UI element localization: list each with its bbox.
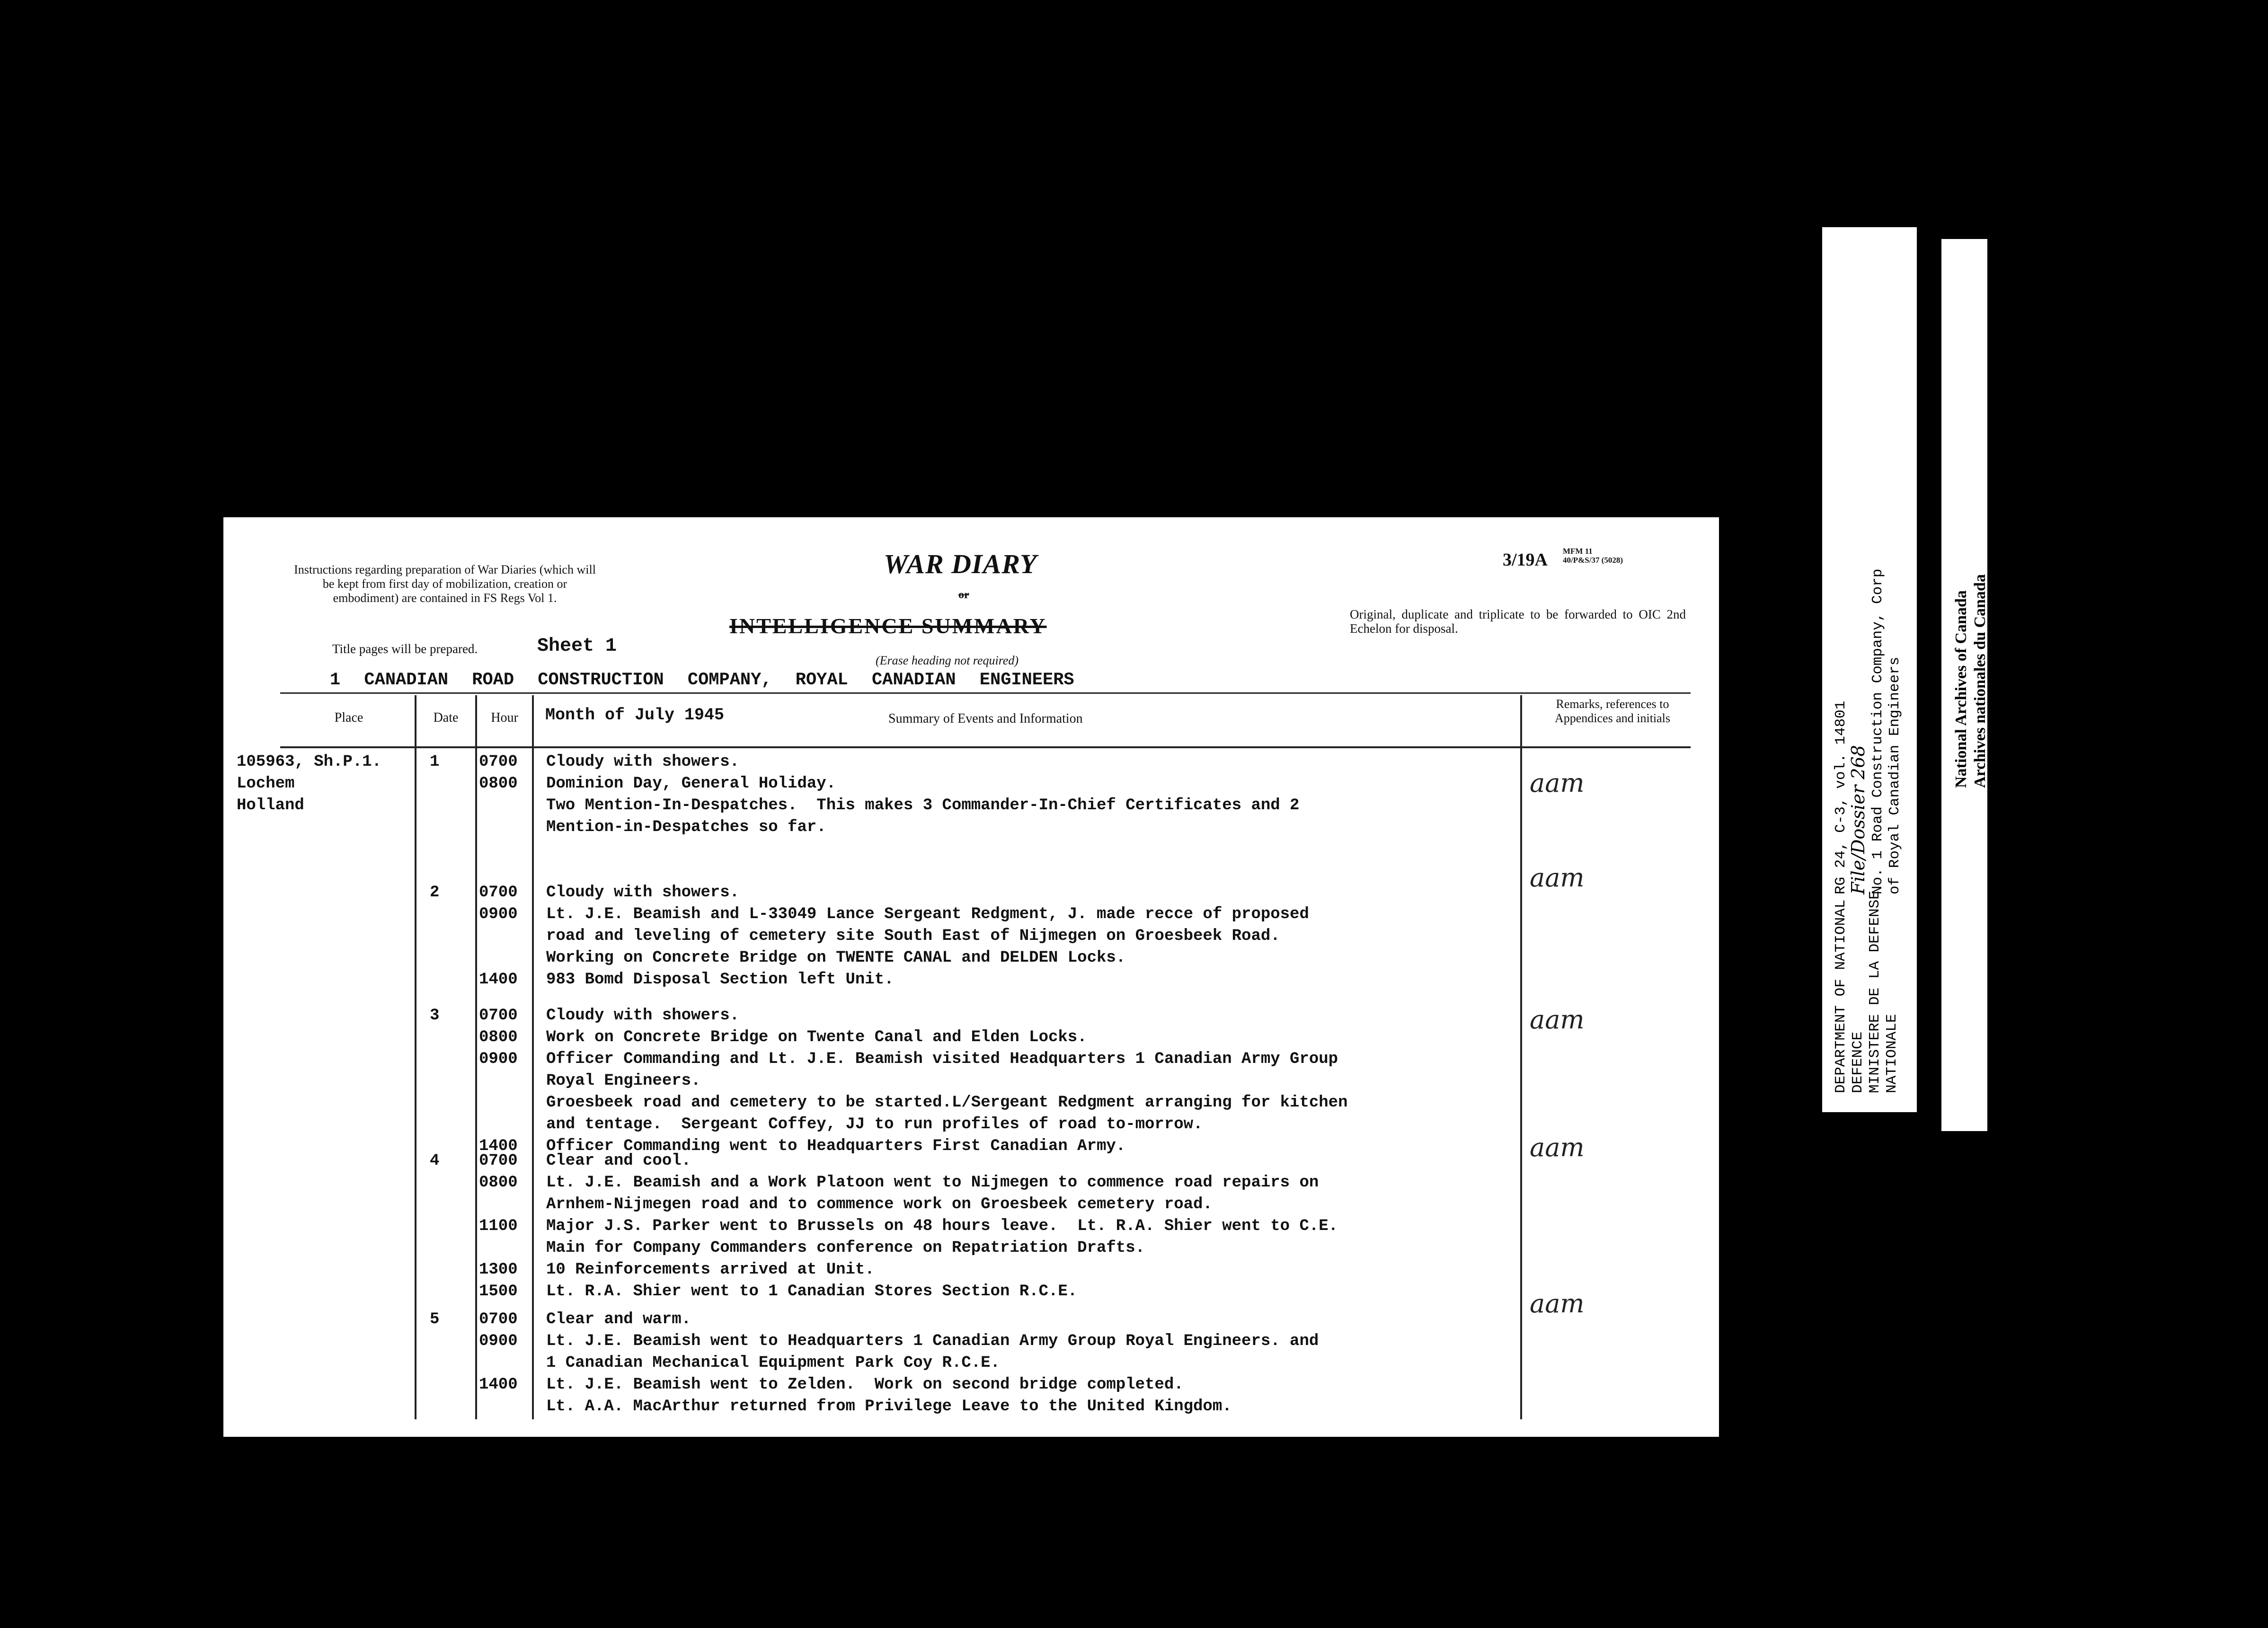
summary-line: road and leveling of cemetery site South East of Nijmegen on Groesbeek Road. [546, 927, 1280, 945]
struck-or: or [958, 589, 969, 601]
summary-line: Dominion Day, General Holiday. [546, 775, 836, 793]
entry-initials: aam [1530, 768, 1585, 798]
entry-summary [546, 1005, 1347, 1157]
column-header-month: Month of July 1945 [545, 706, 725, 725]
summary-line: Cloudy with showers. [546, 753, 740, 771]
hour-value: 0900 [479, 905, 518, 923]
column-header-summary: Summary of Events and Information [888, 711, 1083, 726]
summary-line: Work on Concrete Bridge on Twente Canal and Elden Locks. [546, 1028, 1087, 1046]
hour-value: 1400 [479, 1137, 518, 1155]
hour-column-divider [532, 695, 534, 1419]
hour-value [479, 1194, 518, 1215]
hour-value [479, 795, 518, 816]
struck-heading: INTELLIGENCE SUMMARY [729, 614, 1047, 638]
entry-hours [479, 1005, 518, 1157]
entry-initials: aam [1530, 863, 1585, 893]
hour-value: 0700 [479, 1152, 518, 1170]
hour-value: 1500 [479, 1283, 518, 1301]
column-header-rule [280, 746, 1691, 748]
summary-line: Cloudy with showers. [546, 1007, 740, 1025]
column-header-hour: Hour [491, 710, 518, 725]
hour-value: 0900 [479, 1332, 518, 1350]
remarks-column-divider [1520, 695, 1522, 1419]
summary-line: Lt. J.E. Beamish went to Zelden. Work on second bridge completed. [546, 1376, 1184, 1394]
hour-value [479, 1114, 518, 1135]
war-diary-sheet [223, 517, 1719, 1437]
summary-line: and tentage. Sergeant Coffey, JJ to run profiles of road to-morrow. [546, 1115, 1203, 1133]
entry-date: 2 [430, 884, 440, 902]
department-text: DEPARTMENT OF NATIONAL DEFENCE MINISTERE DE LA DEFENSE NATIONALE [1833, 891, 1900, 1093]
hour-value [479, 1237, 518, 1259]
summary-line: Mention-in-Despatches so far. [546, 818, 826, 836]
instructions-note: Instructions regarding preparation of War Diaries (which will be kept from first day of mobilization, creation or embodiment) are contained in FS Regs Vol 1. [294, 563, 596, 605]
summary-line: Lt. J.E. Beamish and L-33049 Lance Sergeant Redgment, J. made recce of proposed [546, 905, 1309, 923]
hour-value: 0900 [479, 1050, 518, 1068]
place-cell: 105963, Sh.P.1. Lochem Holland [237, 753, 382, 814]
entry-hours [479, 1309, 518, 1417]
entry-initials: aam [1530, 1289, 1585, 1318]
hour-value: 1400 [479, 1376, 518, 1394]
sheet-number: Sheet 1 [537, 636, 617, 657]
summary-line: 1 Canadian Mechanical Equipment Park Coy R.C.E. [546, 1354, 1000, 1372]
hour-value [479, 816, 518, 838]
hour-value: 0800 [479, 1174, 518, 1192]
hour-value [479, 1352, 518, 1374]
hour-value [479, 1070, 518, 1092]
hour-value: 0700 [479, 1310, 518, 1328]
summary-line: Lt. J.E. Beamish and a Work Platoon went to Nijmegen to commence road repairs on [546, 1174, 1319, 1192]
summary-line: Clear and cool. [546, 1152, 691, 1170]
summary-line: Main for Company Commanders conference on Repatriation Drafts. [546, 1239, 1145, 1257]
hour-value: 1100 [479, 1217, 518, 1235]
entry-initials: aam [1530, 1133, 1585, 1162]
erase-note: (Erase heading not required) [876, 654, 1019, 667]
summary-line: Lt. A.A. MacArthur returned from Privilege Leave to the United Kingdom. [546, 1398, 1232, 1416]
entry-summary [546, 751, 1299, 838]
hour-value: 0700 [479, 884, 518, 902]
hour-value [479, 925, 518, 947]
summary-line: Officer Commanding went to Headquarters First Canadian Army. [546, 1137, 1126, 1155]
entry-hours [479, 882, 518, 991]
entry-hours [479, 1150, 518, 1302]
entry-initials: aam [1530, 1005, 1585, 1035]
header-rule [280, 692, 1691, 694]
archive-reference-label [1822, 227, 1917, 1112]
summary-line: 10 Reinforcements arrived at Unit. [546, 1261, 875, 1279]
archives-name: National Archives of Canada Archives nationales du Canada [1952, 574, 1989, 788]
summary-line: Officer Commanding and Lt. J.E. Beamish visited Headquarters 1 Canadian Army Group [546, 1050, 1338, 1068]
form-print-code: MFM 11 40/P&S/37 (5028) [1563, 547, 1623, 565]
form-number: 3/19A [1503, 550, 1548, 570]
summary-line: Groesbeek road and cemetery to be started.L/Sergeant Redgment arranging for kitchen [546, 1094, 1348, 1112]
entry-summary [546, 882, 1309, 991]
column-header-date: Date [433, 710, 459, 725]
entry-hours [479, 751, 518, 838]
hour-value: 1400 [479, 971, 518, 989]
summary-line: Arnhem-Nijmegen road and to commence work on Groesbeek cemetery road. [546, 1195, 1213, 1213]
summary-line: Working on Concrete Bridge on TWENTE CANAL and DELDEN Locks. [546, 949, 1126, 967]
entry-date: 3 [430, 1007, 440, 1025]
reference-text: RG 24, C-3, vol. 14801 File/Dossier 268 No. 1 Road Construction Company, Corp of Royal Canadian Engineers [1833, 568, 1903, 894]
hour-value: 1300 [479, 1261, 518, 1279]
date-column-divider [475, 695, 477, 1419]
archives-canada-label [1941, 239, 1987, 1131]
entry-summary [546, 1309, 1319, 1417]
place-column-divider [415, 695, 416, 1419]
page-title: WAR DIARY [884, 549, 1037, 579]
hour-value: 0700 [479, 1007, 518, 1025]
entry-date: 5 [430, 1310, 440, 1328]
summary-line: Clear and warm. [546, 1310, 691, 1328]
column-header-remarks: Remarks, references to Appendices and initials [1554, 697, 1671, 725]
hour-value: 0700 [479, 753, 518, 771]
entry-date: 1 [430, 753, 440, 771]
summary-line: Cloudy with showers. [546, 884, 740, 902]
hour-value [479, 1092, 518, 1114]
summary-line: Major J.S. Parker went to Brussels on 48 hours leave. Lt. R.A. Shier went to C.E. [546, 1217, 1338, 1235]
summary-line: Lt. R.A. Shier went to 1 Canadian Stores Section R.C.E. [546, 1283, 1078, 1301]
column-header-place: Place [334, 710, 363, 725]
hour-value [479, 947, 518, 969]
summary-line: Lt. J.E. Beamish went to Headquarters 1 Canadian Army Group Royal Engineers. and [546, 1332, 1319, 1350]
title-pages-label: Title pages will be prepared. [332, 642, 478, 656]
summary-line: 983 Bomd Disposal Section left Unit. [546, 971, 894, 989]
hour-value: 0800 [479, 1028, 518, 1046]
summary-line: Royal Engineers. [546, 1072, 701, 1090]
entry-summary [546, 1150, 1338, 1302]
distribution-note: Original, duplicate and triplicate to be forwarded to OIC 2nd Echelon for disposal. [1350, 607, 1686, 636]
summary-line: Two Mention-In-Despatches. This makes 3 Commander-In-Chief Certificates and 2 [546, 796, 1300, 814]
hour-value [479, 1396, 518, 1417]
unit-name: 1 CANADIAN ROAD CONSTRUCTION COMPANY, ROYAL CANADIAN ENGINEERS [330, 670, 1074, 690]
hour-value: 0800 [479, 775, 518, 793]
entry-date: 4 [430, 1152, 440, 1170]
